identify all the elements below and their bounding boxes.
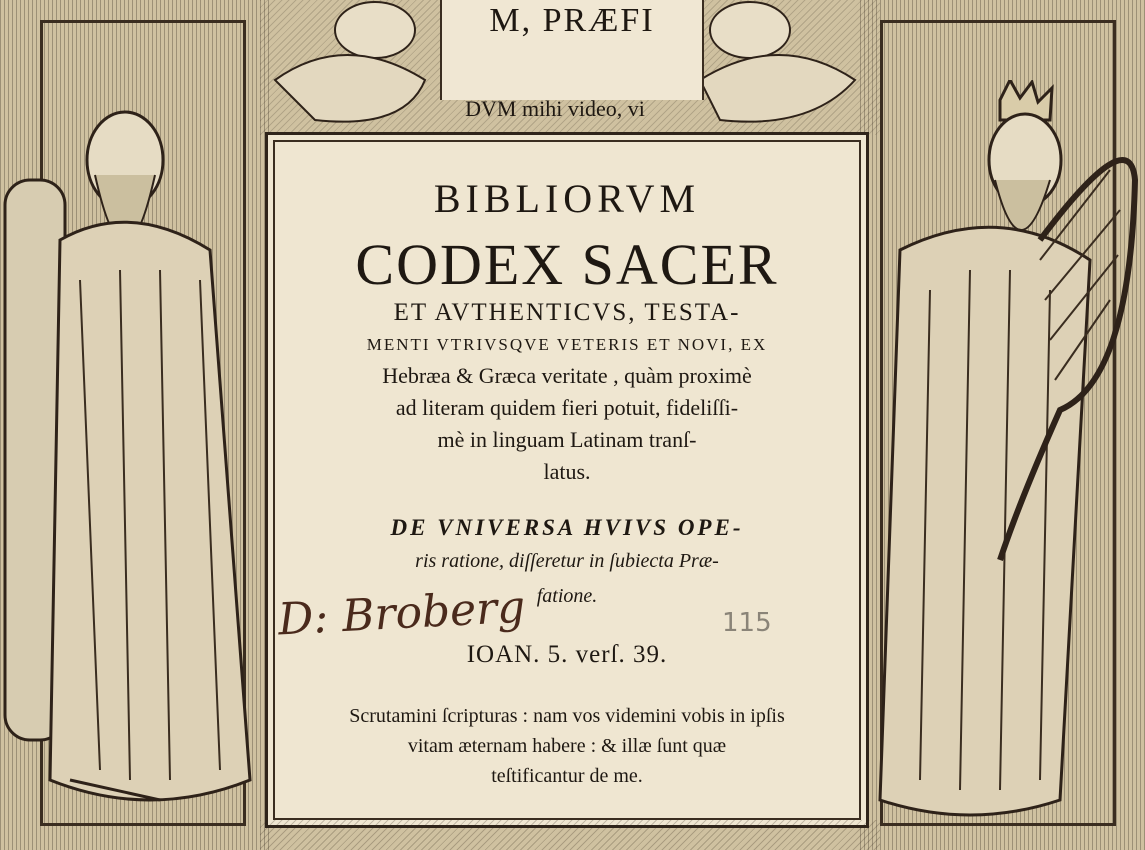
top-banner — [440, 0, 704, 100]
verse-reference: IOAN. 5. verſ. 39. — [466, 641, 668, 668]
title-line-5: Hebræa & Græca veritate , quàm proximè — [382, 363, 752, 388]
title-line-2: CODEX SACER — [355, 232, 779, 297]
preface-note-line-1: DE VNIVERSA HVIVS OPE- — [390, 515, 744, 540]
banner-subtext: DVM mihi video, vi — [465, 96, 645, 121]
banner-title: M, PRÆFI — [489, 2, 655, 39]
preface-note-line-3: fatione. — [536, 585, 598, 607]
preface-note-line-2: ris ratione, diſſeretur in ſubiecta Præ- — [415, 550, 719, 572]
verse-line-1: Scrutamini ſcripturas : nam vos videmini vobis in ipſis — [349, 705, 785, 727]
title-line-1: BIBLIORVM — [433, 176, 701, 221]
moses-figure-icon — [0, 80, 270, 840]
title-line-3: ET AVTHENTICVS, TESTA- — [393, 299, 741, 326]
verse-line-3: teſtificantur de me. — [491, 765, 643, 787]
title-line-6: ad literam quidem fieri potuit, fideliſſi- — [395, 395, 739, 420]
owner-signature: D: Broberg — [276, 581, 527, 646]
title-line-4: MENTI VTRIVSQVE VETERIS ET NOVI, EX — [366, 335, 768, 354]
title-line-8: latus. — [543, 459, 591, 484]
title-cartouche — [265, 132, 869, 828]
bottom-ornament-shading — [260, 820, 880, 850]
king-david-harp-icon — [860, 80, 1145, 840]
shelfmark-number: 115 — [722, 608, 772, 638]
title-line-7: mè in linguam Latinam tranſ- — [437, 427, 697, 452]
verse-line-2: vitam æternam habere : & illæ ſunt quæ — [407, 735, 727, 757]
